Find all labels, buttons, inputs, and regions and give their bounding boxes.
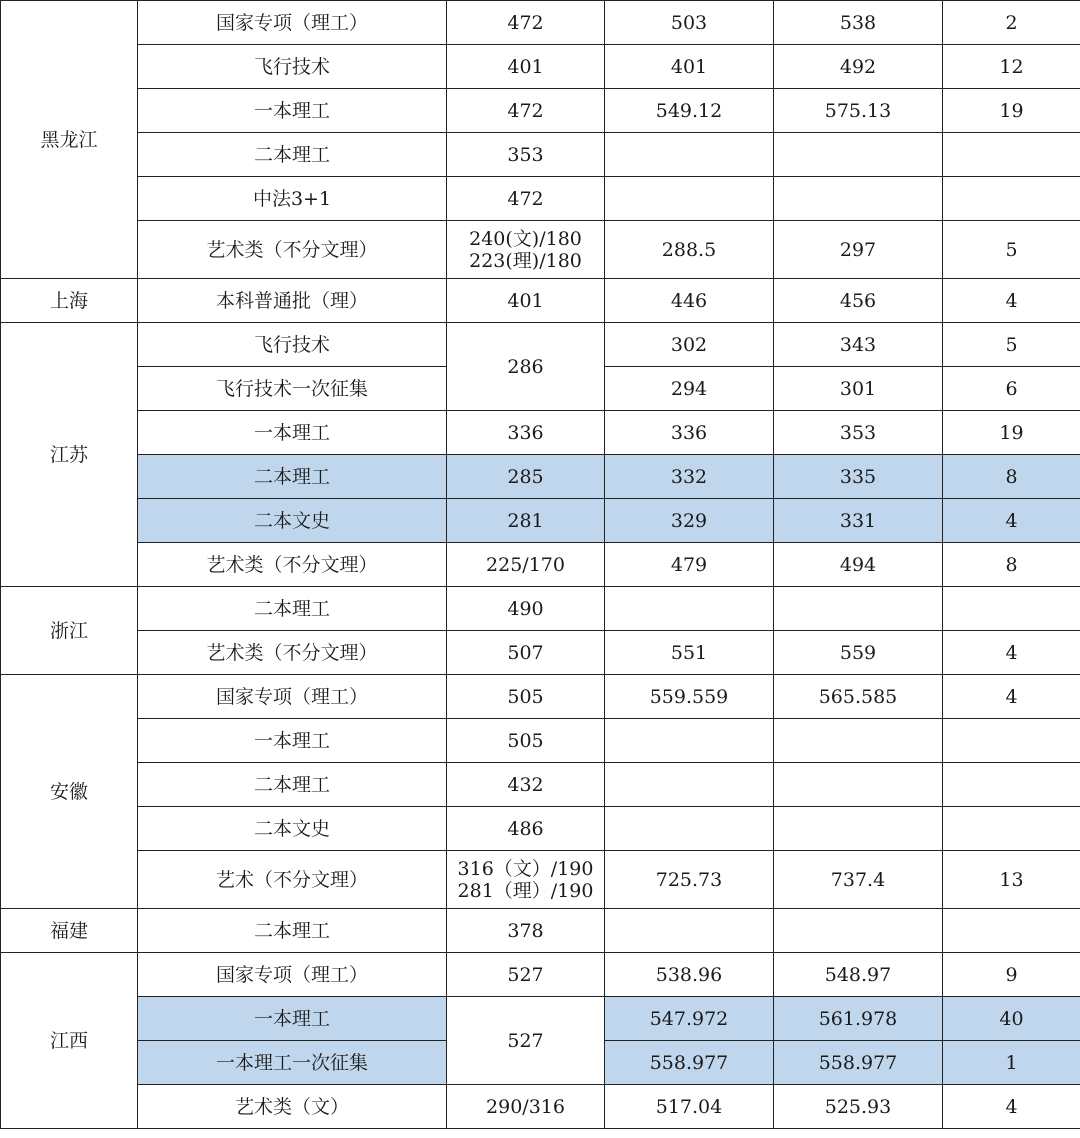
min-score-cell: 294 xyxy=(605,367,774,411)
min-score-cell: 336 xyxy=(605,411,774,455)
max-score-cell: 335 xyxy=(774,455,943,499)
table-row-highlighted xyxy=(1,455,1080,499)
table-row xyxy=(1,631,1080,675)
min-score-cell: 329 xyxy=(605,499,774,543)
min-score-cell: 549.12 xyxy=(605,89,774,133)
min-score-cell xyxy=(605,587,774,631)
min-score-cell: 559.559 xyxy=(605,675,774,719)
min-score-cell xyxy=(605,133,774,177)
enrolled-count-cell xyxy=(943,719,1080,763)
enrolled-count-cell: 19 xyxy=(943,411,1080,455)
category-cell: 艺术类（文） xyxy=(138,1085,447,1129)
min-score-cell: 517.04 xyxy=(605,1085,774,1129)
category-cell: 飞行技术 xyxy=(138,323,447,367)
min-score-cell: 332 xyxy=(605,455,774,499)
table-row xyxy=(1,221,1080,279)
category-cell: 二本理工 xyxy=(138,909,447,953)
control-line-cell: 527 xyxy=(447,953,605,997)
enrolled-count-cell: 19 xyxy=(943,89,1080,133)
category-cell: 二本文史 xyxy=(138,807,447,851)
table-row xyxy=(1,1085,1080,1129)
min-score-cell: 302 xyxy=(605,323,774,367)
category-cell: 艺术类（不分文理） xyxy=(138,543,447,587)
enrolled-count-cell: 2 xyxy=(943,1,1080,45)
province-cell: 安徽 xyxy=(1,675,138,909)
category-cell: 国家专项（理工） xyxy=(138,953,447,997)
control-line-cell xyxy=(447,851,605,909)
max-score-cell: 297 xyxy=(774,221,943,279)
table-row xyxy=(1,133,1080,177)
max-score-cell: 575.13 xyxy=(774,89,943,133)
category-cell: 二本文史 xyxy=(138,499,447,543)
min-score-cell: 288.5 xyxy=(605,221,774,279)
max-score-cell xyxy=(774,719,943,763)
max-score-cell: 561.978 xyxy=(774,997,943,1041)
control-line-arts: 316（文）/190 xyxy=(457,857,594,880)
category-cell: 本科普通批（理） xyxy=(138,279,447,323)
control-line-cell: 505 xyxy=(447,719,605,763)
enrolled-count-cell: 12 xyxy=(943,45,1080,89)
control-line-arts: 240(文)/180 xyxy=(469,227,582,250)
table-row xyxy=(1,323,1080,367)
max-score-cell: 548.97 xyxy=(774,953,943,997)
min-score-cell xyxy=(605,763,774,807)
table-row xyxy=(1,177,1080,221)
category-cell: 国家专项（理工） xyxy=(138,1,447,45)
control-line-cell: 472 xyxy=(447,177,605,221)
control-line-cell: 401 xyxy=(447,279,605,323)
control-line-cell: 378 xyxy=(447,909,605,953)
control-line-cell: 285 xyxy=(447,455,605,499)
max-score-cell: 494 xyxy=(774,543,943,587)
category-cell: 艺术类（不分文理） xyxy=(138,631,447,675)
enrolled-count-cell: 6 xyxy=(943,367,1080,411)
category-cell: 飞行技术 xyxy=(138,45,447,89)
province-cell: 黑龙江 xyxy=(1,1,138,279)
category-cell: 一本理工 xyxy=(138,997,447,1041)
enrolled-count-cell xyxy=(943,763,1080,807)
control-line-cell: 527 xyxy=(447,997,605,1085)
category-cell: 中法3+1 xyxy=(138,177,447,221)
max-score-cell xyxy=(774,587,943,631)
min-score-cell: 503 xyxy=(605,1,774,45)
table-row xyxy=(1,807,1080,851)
min-score-cell: 479 xyxy=(605,543,774,587)
control-line-cell: 505 xyxy=(447,675,605,719)
max-score-cell: 559 xyxy=(774,631,943,675)
category-cell: 飞行技术一次征集 xyxy=(138,367,447,411)
enrolled-count-cell xyxy=(943,133,1080,177)
control-line-cell: 472 xyxy=(447,1,605,45)
enrolled-count-cell: 4 xyxy=(943,675,1080,719)
table-row xyxy=(1,851,1080,909)
control-line-cell: 281 xyxy=(447,499,605,543)
table-row-highlighted xyxy=(1,499,1080,543)
table-row xyxy=(1,89,1080,133)
category-cell: 二本理工 xyxy=(138,587,447,631)
min-score-cell: 551 xyxy=(605,631,774,675)
max-score-cell: 353 xyxy=(774,411,943,455)
max-score-cell xyxy=(774,807,943,851)
enrolled-count-cell: 5 xyxy=(943,221,1080,279)
table-row xyxy=(1,719,1080,763)
enrolled-count-cell: 40 xyxy=(943,997,1080,1041)
category-cell: 国家专项（理工） xyxy=(138,675,447,719)
control-line-cell: 490 xyxy=(447,587,605,631)
max-score-cell: 331 xyxy=(774,499,943,543)
max-score-cell: 565.585 xyxy=(774,675,943,719)
min-score-cell xyxy=(605,909,774,953)
category-cell: 艺术类（不分文理） xyxy=(138,221,447,279)
min-score-cell: 446 xyxy=(605,279,774,323)
min-score-cell xyxy=(605,807,774,851)
control-line-cell: 401 xyxy=(447,45,605,89)
max-score-cell xyxy=(774,177,943,221)
enrolled-count-cell: 4 xyxy=(943,631,1080,675)
table-row xyxy=(1,411,1080,455)
max-score-cell: 343 xyxy=(774,323,943,367)
category-cell: 二本理工 xyxy=(138,455,447,499)
province-cell: 上海 xyxy=(1,279,138,323)
enrolled-count-cell: 8 xyxy=(943,455,1080,499)
max-score-cell: 525.93 xyxy=(774,1085,943,1129)
control-line-cell: 290/316 xyxy=(447,1085,605,1129)
enrolled-count-cell: 4 xyxy=(943,279,1080,323)
max-score-cell: 492 xyxy=(774,45,943,89)
control-line-cell xyxy=(447,221,605,279)
table-row xyxy=(1,45,1080,89)
table-row xyxy=(1,1,1080,45)
control-line-cell: 286 xyxy=(447,323,605,411)
category-cell: 二本理工 xyxy=(138,763,447,807)
max-score-cell: 456 xyxy=(774,279,943,323)
province-cell: 浙江 xyxy=(1,587,138,675)
min-score-cell: 558.977 xyxy=(605,1041,774,1085)
enrolled-count-cell xyxy=(943,587,1080,631)
min-score-cell: 725.73 xyxy=(605,851,774,909)
control-line-cell: 225/170 xyxy=(447,543,605,587)
category-cell: 一本理工 xyxy=(138,411,447,455)
table-row xyxy=(1,953,1080,997)
province-cell: 江苏 xyxy=(1,323,138,587)
category-cell: 二本理工 xyxy=(138,133,447,177)
control-line-science: 223(理)/180 xyxy=(469,249,582,272)
table-row xyxy=(1,675,1080,719)
table-row xyxy=(1,909,1080,953)
control-line-cell: 336 xyxy=(447,411,605,455)
max-score-cell: 737.4 xyxy=(774,851,943,909)
control-line-cell: 432 xyxy=(447,763,605,807)
control-line-cell: 486 xyxy=(447,807,605,851)
enrolled-count-cell: 4 xyxy=(943,1085,1080,1129)
control-line-cell: 353 xyxy=(447,133,605,177)
province-cell: 江西 xyxy=(1,953,138,1129)
min-score-cell xyxy=(605,177,774,221)
enrolled-count-cell: 8 xyxy=(943,543,1080,587)
max-score-cell xyxy=(774,133,943,177)
max-score-cell xyxy=(774,909,943,953)
table-row xyxy=(1,279,1080,323)
enrolled-count-cell: 4 xyxy=(943,499,1080,543)
enrolled-count-cell: 9 xyxy=(943,953,1080,997)
enrolled-count-cell xyxy=(943,177,1080,221)
enrolled-count-cell: 5 xyxy=(943,323,1080,367)
min-score-cell: 538.96 xyxy=(605,953,774,997)
max-score-cell: 301 xyxy=(774,367,943,411)
enrolled-count-cell: 1 xyxy=(943,1041,1080,1085)
max-score-cell: 558.977 xyxy=(774,1041,943,1085)
enrolled-count-cell xyxy=(943,909,1080,953)
enrolled-count-cell xyxy=(943,807,1080,851)
province-cell: 福建 xyxy=(1,909,138,953)
enrolled-count-cell: 13 xyxy=(943,851,1080,909)
min-score-cell xyxy=(605,719,774,763)
category-cell: 艺术（不分文理） xyxy=(138,851,447,909)
min-score-cell: 401 xyxy=(605,45,774,89)
control-line-cell: 472 xyxy=(447,89,605,133)
control-line-cell: 507 xyxy=(447,631,605,675)
min-score-cell: 547.972 xyxy=(605,997,774,1041)
category-cell: 一本理工一次征集 xyxy=(138,1041,447,1085)
table-row xyxy=(1,763,1080,807)
category-cell: 一本理工 xyxy=(138,719,447,763)
category-cell: 一本理工 xyxy=(138,89,447,133)
table-row xyxy=(1,587,1080,631)
table-row-highlighted xyxy=(1,997,1080,1041)
max-score-cell: 538 xyxy=(774,1,943,45)
max-score-cell xyxy=(774,763,943,807)
control-line-science: 281（理）/190 xyxy=(457,879,594,902)
table-row xyxy=(1,543,1080,587)
